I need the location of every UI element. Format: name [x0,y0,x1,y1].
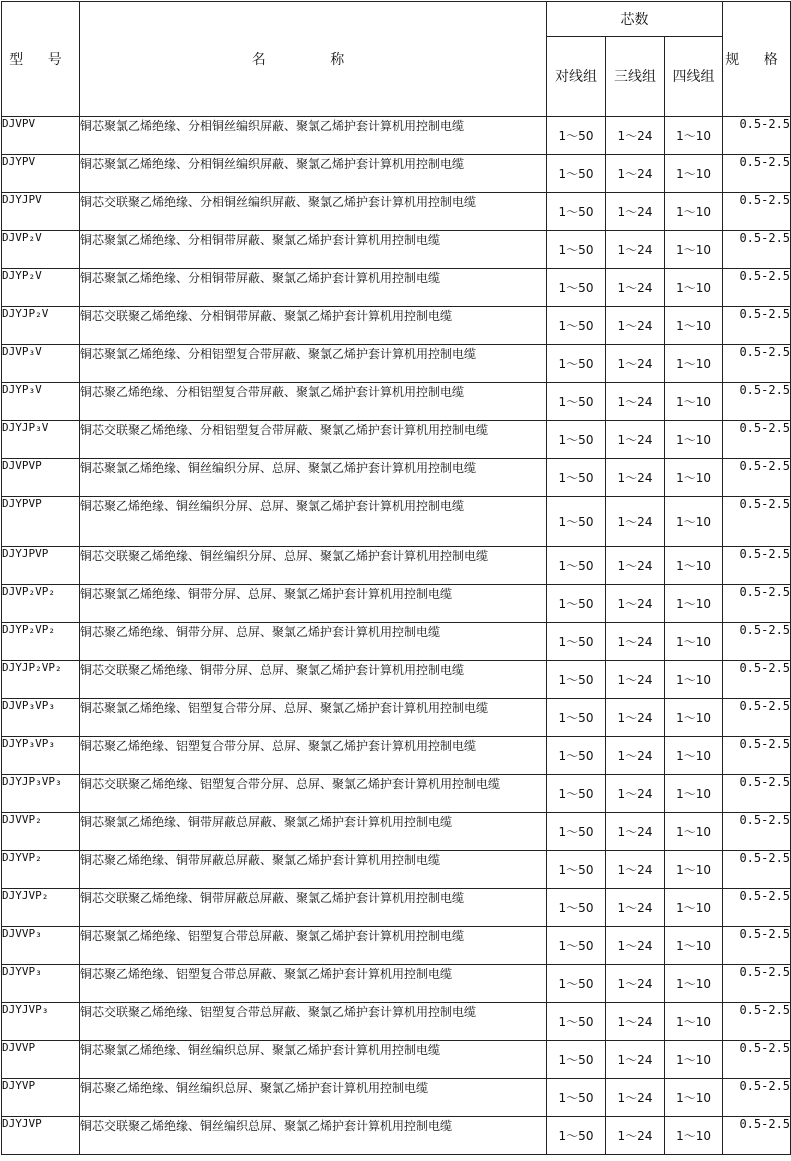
cell-model: DJYJVP [2,1117,80,1155]
cell-quad: 1～10 [665,585,723,623]
cell-spec: 0.5-2.5 [723,459,791,497]
cell-pair: 1～50 [547,775,606,813]
header-quad: 四线组 [665,37,723,117]
cell-spec: 0.5-2.5 [723,155,791,193]
cell-model: DJYJP₃VP₃ [2,775,80,813]
cell-name: 铜芯聚氯乙烯绝缘、分相铜带屏蔽、聚氯乙烯护套计算机用控制电缆 [80,269,547,307]
cell-quad: 1～10 [665,117,723,155]
cell-quad: 1～10 [665,1117,723,1155]
cell-pair: 1～50 [547,193,606,231]
cell-model: DJYJP₂V [2,307,80,345]
cell-spec: 0.5-2.5 [723,117,791,155]
cell-quad: 1～10 [665,737,723,775]
cell-name: 铜芯聚氯乙烯绝缘、分相铝塑复合带屏蔽、聚氯乙烯护套计算机用控制电缆 [80,345,547,383]
cell-spec: 0.5-2.5 [723,699,791,737]
cell-model: DJVVP₃ [2,927,80,965]
cell-triple: 1～24 [606,889,665,927]
header-cores: 芯数 [547,2,723,37]
cell-name: 铜芯交联聚乙烯绝缘、分相铜丝编织屏蔽、聚氯乙烯护套计算机用控制电缆 [80,193,547,231]
table-row [2,813,791,851]
header-triple: 三线组 [606,37,665,117]
cell-spec: 0.5-2.5 [723,965,791,1003]
cell-name: 铜芯交联聚乙烯绝缘、分相铜带屏蔽、聚氯乙烯护套计算机用控制电缆 [80,307,547,345]
cell-spec: 0.5-2.5 [723,851,791,889]
cell-triple: 1～24 [606,927,665,965]
cable-spec-table [1,1,791,1155]
cell-model: DJYVP₂ [2,851,80,889]
cell-model: DJYVP₃ [2,965,80,1003]
cell-name: 铜芯交联聚乙烯绝缘、铜带屏蔽总屏蔽、聚氯乙烯护套计算机用控制电缆 [80,889,547,927]
cell-quad: 1～10 [665,775,723,813]
cell-model: DJVP₂VP₂ [2,585,80,623]
cell-spec: 0.5-2.5 [723,1041,791,1079]
cell-spec: 0.5-2.5 [723,547,791,585]
table-row [2,1079,791,1117]
cell-pair: 1～50 [547,851,606,889]
table-row [2,1117,791,1155]
cell-triple: 1～24 [606,231,665,269]
cell-triple: 1～24 [606,155,665,193]
cell-spec: 0.5-2.5 [723,623,791,661]
cell-pair: 1～50 [547,307,606,345]
header-spec: 规 格 [723,2,791,117]
cell-triple: 1～24 [606,965,665,1003]
cell-quad: 1～10 [665,421,723,459]
cell-name: 铜芯聚乙烯绝缘、分相铝塑复合带屏蔽、聚氯乙烯护套计算机用控制电缆 [80,383,547,421]
cell-pair: 1～50 [547,497,606,547]
cell-quad: 1～10 [665,231,723,269]
cell-triple: 1～24 [606,585,665,623]
cell-triple: 1～24 [606,851,665,889]
table-row [2,345,791,383]
cell-model: DJVVP₂ [2,813,80,851]
cell-pair: 1～50 [547,623,606,661]
cell-name: 铜芯交联聚乙烯绝缘、铜带分屏、总屏、聚氯乙烯护套计算机用控制电缆 [80,661,547,699]
cell-spec: 0.5-2.5 [723,927,791,965]
cell-triple: 1～24 [606,193,665,231]
table-row [2,155,791,193]
table-row [2,661,791,699]
cell-name: 铜芯交联聚乙烯绝缘、铝塑复合带总屏蔽、聚氯乙烯护套计算机用控制电缆 [80,1003,547,1041]
cell-pair: 1～50 [547,699,606,737]
cell-triple: 1～24 [606,1117,665,1155]
cell-quad: 1～10 [665,307,723,345]
cell-spec: 0.5-2.5 [723,1079,791,1117]
cell-quad: 1～10 [665,193,723,231]
table-row [2,307,791,345]
table-row [2,269,791,307]
cell-spec: 0.5-2.5 [723,307,791,345]
cell-quad: 1～10 [665,661,723,699]
cell-triple: 1～24 [606,661,665,699]
cell-spec: 0.5-2.5 [723,231,791,269]
cell-spec: 0.5-2.5 [723,345,791,383]
cell-model: DJYJVP₂ [2,889,80,927]
cell-quad: 1～10 [665,623,723,661]
header-model: 型 号 [2,2,80,117]
cell-triple: 1～24 [606,775,665,813]
cell-triple: 1～24 [606,383,665,421]
cell-spec: 0.5-2.5 [723,497,791,547]
cell-spec: 0.5-2.5 [723,661,791,699]
cell-name: 铜芯聚氯乙烯绝缘、分相铜带屏蔽、聚氯乙烯护套计算机用控制电缆 [80,231,547,269]
cell-pair: 1～50 [547,231,606,269]
cell-triple: 1～24 [606,269,665,307]
cell-spec: 0.5-2.5 [723,775,791,813]
cell-name: 铜芯聚氯乙烯绝缘、铜丝编织分屏、总屏、聚氯乙烯护套计算机用控制电缆 [80,459,547,497]
cell-pair: 1～50 [547,1003,606,1041]
cell-name: 铜芯聚氯乙烯绝缘、铜带分屏、总屏、聚氯乙烯护套计算机用控制电缆 [80,585,547,623]
table-row [2,889,791,927]
cell-model: DJYJVP₃ [2,1003,80,1041]
cell-triple: 1～24 [606,497,665,547]
cell-pair: 1～50 [547,345,606,383]
cell-pair: 1～50 [547,737,606,775]
cell-spec: 0.5-2.5 [723,383,791,421]
table-row [2,459,791,497]
cell-pair: 1～50 [547,661,606,699]
table-row [2,965,791,1003]
cell-model: DJYP₂VP₂ [2,623,80,661]
cell-quad: 1～10 [665,459,723,497]
cell-model: DJYJPVP [2,547,80,585]
table-row [2,421,791,459]
cell-quad: 1～10 [665,1079,723,1117]
cell-model: DJYJP₃V [2,421,80,459]
table-row [2,547,791,585]
cell-name: 铜芯聚氯乙烯绝缘、铜丝编织总屏、聚氯乙烯护套计算机用控制电缆 [80,1041,547,1079]
cell-pair: 1～50 [547,117,606,155]
cell-spec: 0.5-2.5 [723,269,791,307]
cell-spec: 0.5-2.5 [723,813,791,851]
cell-name: 铜芯聚乙烯绝缘、铝塑复合带分屏、总屏、聚氯乙烯护套计算机用控制电缆 [80,737,547,775]
cell-pair: 1～50 [547,889,606,927]
table-row [2,231,791,269]
table-row [2,851,791,889]
cell-pair: 1～50 [547,927,606,965]
cell-model: DJVP₃V [2,345,80,383]
table-row [2,117,791,155]
cell-triple: 1～24 [606,1003,665,1041]
cell-model: DJVVP [2,1041,80,1079]
cell-triple: 1～24 [606,421,665,459]
table-row [2,737,791,775]
cell-pair: 1～50 [547,155,606,193]
cell-pair: 1～50 [547,1041,606,1079]
cell-model: DJVP₂V [2,231,80,269]
table-row [2,775,791,813]
cell-spec: 0.5-2.5 [723,421,791,459]
cell-quad: 1～10 [665,1003,723,1041]
cell-name: 铜芯聚乙烯绝缘、铜带分屏、总屏、聚氯乙烯护套计算机用控制电缆 [80,623,547,661]
cell-spec: 0.5-2.5 [723,889,791,927]
cell-triple: 1～24 [606,307,665,345]
header-pair: 对线组 [547,37,606,117]
table-row [2,699,791,737]
cell-name: 铜芯交联聚乙烯绝缘、铜丝编织分屏、总屏、聚氯乙烯护套计算机用控制电缆 [80,547,547,585]
cell-pair: 1～50 [547,459,606,497]
cell-triple: 1～24 [606,1041,665,1079]
cell-name: 铜芯聚氯乙烯绝缘、分相铜丝编织屏蔽、聚氯乙烯护套计算机用控制电缆 [80,155,547,193]
cell-quad: 1～10 [665,547,723,585]
cell-quad: 1～10 [665,345,723,383]
table-row [2,585,791,623]
header-name: 名 称 [80,2,547,117]
cell-spec: 0.5-2.5 [723,1003,791,1041]
cell-pair: 1～50 [547,547,606,585]
cell-model: DJYJP₂VP₂ [2,661,80,699]
cell-model: DJYP₃V [2,383,80,421]
cell-quad: 1～10 [665,889,723,927]
cell-quad: 1～10 [665,851,723,889]
cell-quad: 1～10 [665,813,723,851]
cell-name: 铜芯交联聚乙烯绝缘、铜丝编织总屏、聚氯乙烯护套计算机用控制电缆 [80,1117,547,1155]
cell-pair: 1～50 [547,585,606,623]
cell-name: 铜芯交联聚乙烯绝缘、分相铝塑复合带屏蔽、聚氯乙烯护套计算机用控制电缆 [80,421,547,459]
table-row [2,927,791,965]
cell-quad: 1～10 [665,1041,723,1079]
cell-model: DJVP₃VP₃ [2,699,80,737]
cell-pair: 1～50 [547,813,606,851]
cell-quad: 1～10 [665,497,723,547]
table-row [2,1041,791,1079]
cell-triple: 1～24 [606,813,665,851]
cell-name: 铜芯聚乙烯绝缘、铜带屏蔽总屏蔽、聚氯乙烯护套计算机用控制电缆 [80,851,547,889]
table-row [2,497,791,547]
cell-quad: 1～10 [665,269,723,307]
cell-model: DJYVP [2,1079,80,1117]
cell-quad: 1～10 [665,927,723,965]
cell-triple: 1～24 [606,345,665,383]
cell-triple: 1～24 [606,117,665,155]
cell-name: 铜芯聚氯乙烯绝缘、铝塑复合带总屏蔽、聚氯乙烯护套计算机用控制电缆 [80,927,547,965]
cell-triple: 1～24 [606,737,665,775]
cell-name: 铜芯聚乙烯绝缘、铜丝编织分屏、总屏、聚氯乙烯护套计算机用控制电缆 [80,497,547,547]
cell-pair: 1～50 [547,269,606,307]
cell-quad: 1～10 [665,965,723,1003]
table-row [2,623,791,661]
cell-spec: 0.5-2.5 [723,1117,791,1155]
cell-spec: 0.5-2.5 [723,193,791,231]
cell-model: DJYP₂V [2,269,80,307]
cell-quad: 1～10 [665,155,723,193]
cell-name: 铜芯交联聚乙烯绝缘、铝塑复合带分屏、总屏、聚氯乙烯护套计算机用控制电缆 [80,775,547,813]
cell-quad: 1～10 [665,383,723,421]
table-row [2,383,791,421]
cell-pair: 1～50 [547,421,606,459]
cell-name: 铜芯聚乙烯绝缘、铜丝编织总屏、聚氯乙烯护套计算机用控制电缆 [80,1079,547,1117]
cell-model: DJYPV [2,155,80,193]
cell-name: 铜芯聚氯乙烯绝缘、铜带屏蔽总屏蔽、聚氯乙烯护套计算机用控制电缆 [80,813,547,851]
cell-pair: 1～50 [547,965,606,1003]
cell-model: DJYJPV [2,193,80,231]
cell-spec: 0.5-2.5 [723,585,791,623]
table-row [2,193,791,231]
cell-pair: 1～50 [547,1079,606,1117]
cell-name: 铜芯聚氯乙烯绝缘、分相铜丝编织屏蔽、聚氯乙烯护套计算机用控制电缆 [80,117,547,155]
cell-triple: 1～24 [606,547,665,585]
cell-name: 铜芯聚乙烯绝缘、铝塑复合带总屏蔽、聚氯乙烯护套计算机用控制电缆 [80,965,547,1003]
cell-model: DJYP₃VP₃ [2,737,80,775]
cell-triple: 1～24 [606,623,665,661]
cell-model: DJVPV [2,117,80,155]
cell-model: DJVPVP [2,459,80,497]
cell-model: DJYPVP [2,497,80,547]
cell-triple: 1～24 [606,699,665,737]
cell-pair: 1～50 [547,383,606,421]
table-row [2,1003,791,1041]
cell-triple: 1～24 [606,459,665,497]
cell-quad: 1～10 [665,699,723,737]
cell-spec: 0.5-2.5 [723,737,791,775]
cell-pair: 1～50 [547,1117,606,1155]
cell-name: 铜芯聚氯乙烯绝缘、铝塑复合带分屏、总屏、聚氯乙烯护套计算机用控制电缆 [80,699,547,737]
cell-triple: 1～24 [606,1079,665,1117]
